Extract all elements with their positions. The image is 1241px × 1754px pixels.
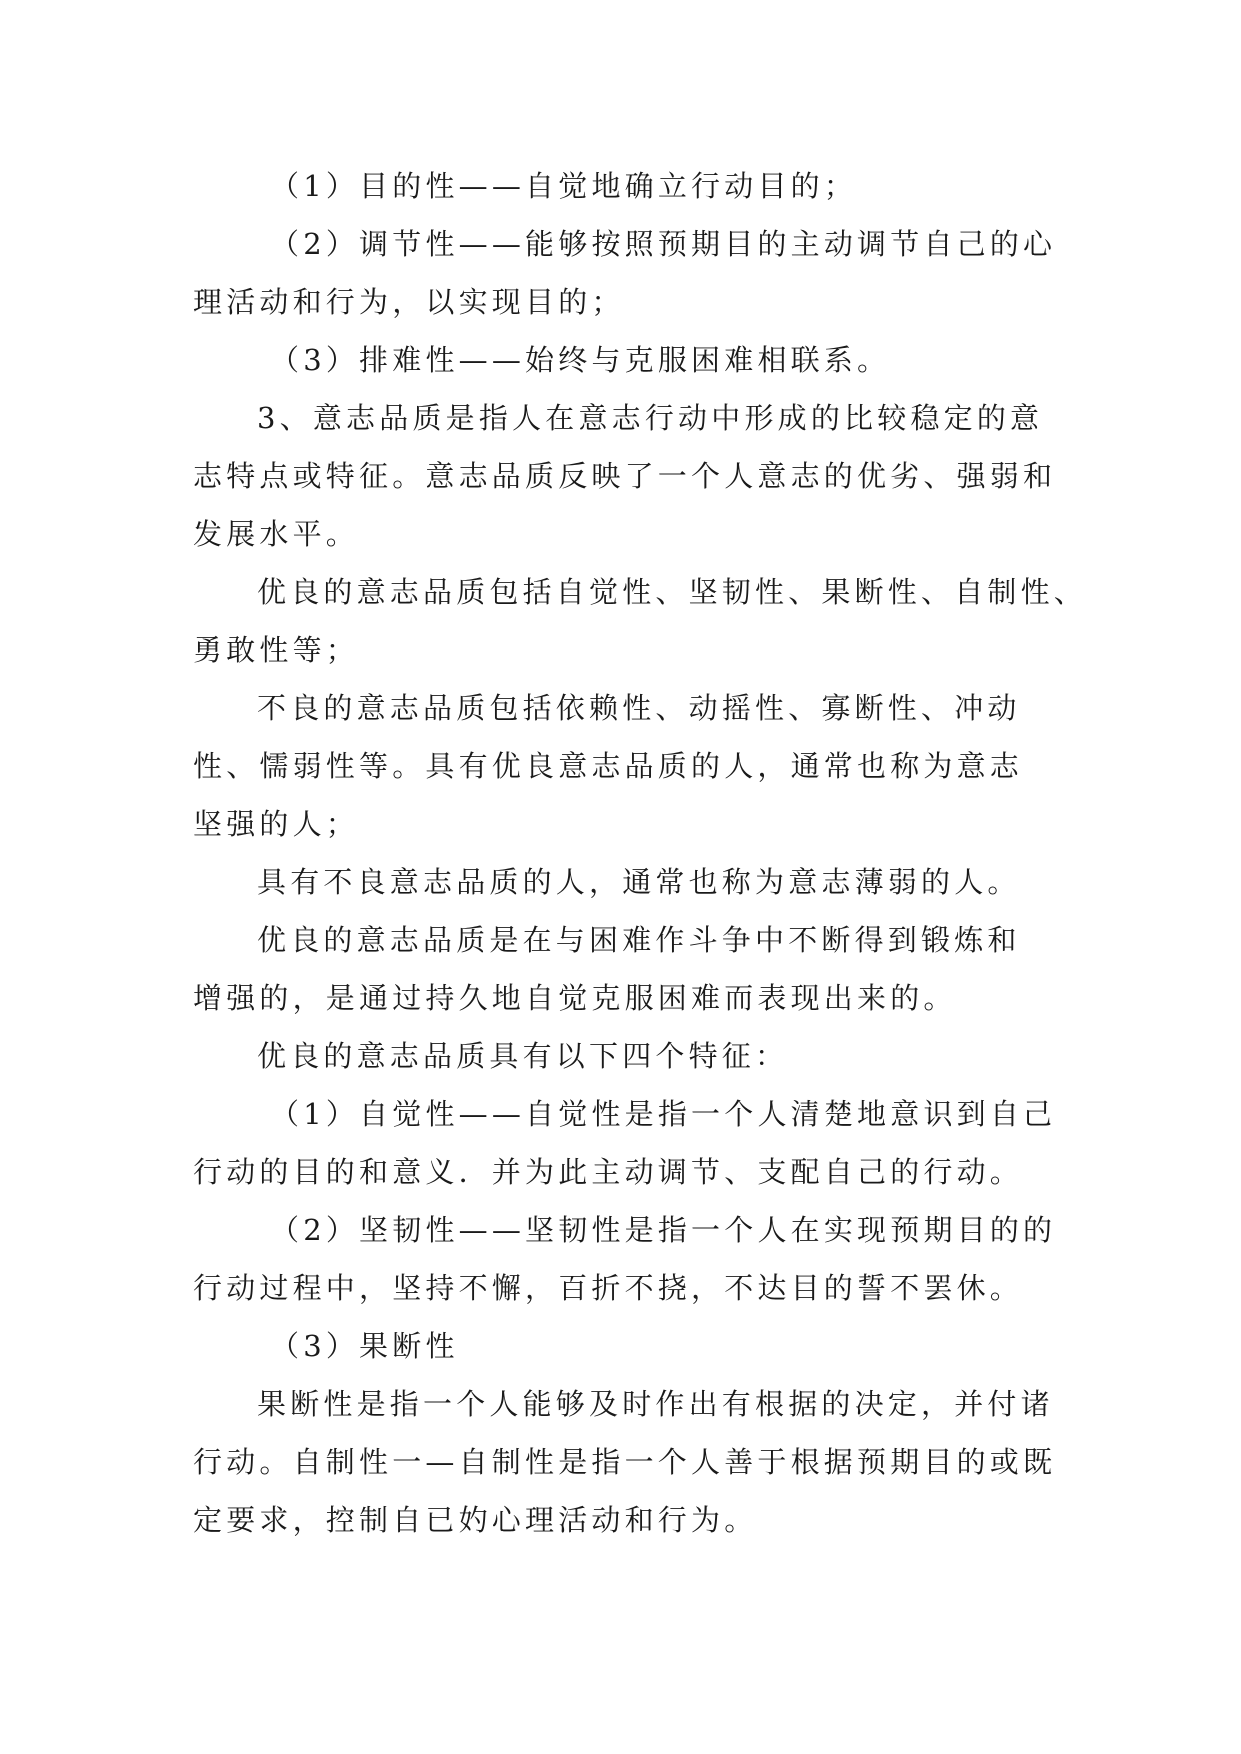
- paragraph-line: （2）坚韧性——坚韧性是指一个人在实现预期目的的: [270, 1213, 1057, 1247]
- paragraph-line: 果断性是指一个人能够及时作出有根据的决定，并付诸: [257, 1387, 1054, 1421]
- paragraph-line: 行动的目的和意义．并为此主动调节、支配自己的行动。: [193, 1155, 1024, 1189]
- paragraph-line: 坚强的人；: [193, 807, 360, 841]
- paragraph-line: 性、懦弱性等。具有优良意志品质的人，通常也称为意志: [193, 749, 1024, 783]
- paragraph-line: 行动过程中，坚持不懈，百折不挠，不达目的誓不罢休。: [193, 1271, 1024, 1305]
- paragraph-line: 增强的，是通过持久地自觉克服困难而表现出来的。: [193, 981, 957, 1015]
- paragraph-line: （3）排难性——始终与克服困难相联系。: [270, 343, 891, 377]
- paragraph-line: （3）果断性: [270, 1329, 459, 1363]
- paragraph-line: 不良的意志品质包括依赖性、动摇性、寡断性、冲动: [257, 691, 1021, 725]
- paragraph-line: 理活动和行为，以实现目的；: [193, 285, 625, 319]
- paragraph-line: 定要求，控制自已妁心理活动和行为。: [193, 1503, 758, 1537]
- paragraph-line: 勇敢性等；: [193, 633, 360, 667]
- paragraph-line: 优良的意志品质是在与困难作斗争中不断得到锻炼和: [257, 923, 1021, 957]
- paragraph-line: （2）调节性——能够按照预期目的主动调节自己的心: [270, 227, 1057, 261]
- paragraph-line: （1）目的性——自觉地确立行动目的；: [270, 169, 858, 203]
- paragraph-line: 3、意志品质是指人在意志行动中形成的比较稳定的意: [257, 401, 1044, 435]
- paragraph-line: 优良的意志品质包括自觉性、坚韧性、果断性、自制性、: [257, 575, 1088, 609]
- paragraph-line: 行动。自制性一—自制性是指一个人善于根据预期目的或既: [193, 1445, 1057, 1479]
- paragraph-line: 具有不良意志品质的人，通常也称为意志薄弱的人。: [257, 865, 1021, 899]
- paragraph-line: 优良的意志品质具有以下四个特征：: [257, 1039, 789, 1073]
- paragraph-line: （1）自觉性——自觉性是指一个人清楚地意识到自己: [270, 1097, 1057, 1131]
- paragraph-line: 发展水平。: [193, 517, 360, 551]
- paragraph-line: 志特点或特征。意志品质反映了一个人意志的优劣、强弱和: [193, 459, 1057, 493]
